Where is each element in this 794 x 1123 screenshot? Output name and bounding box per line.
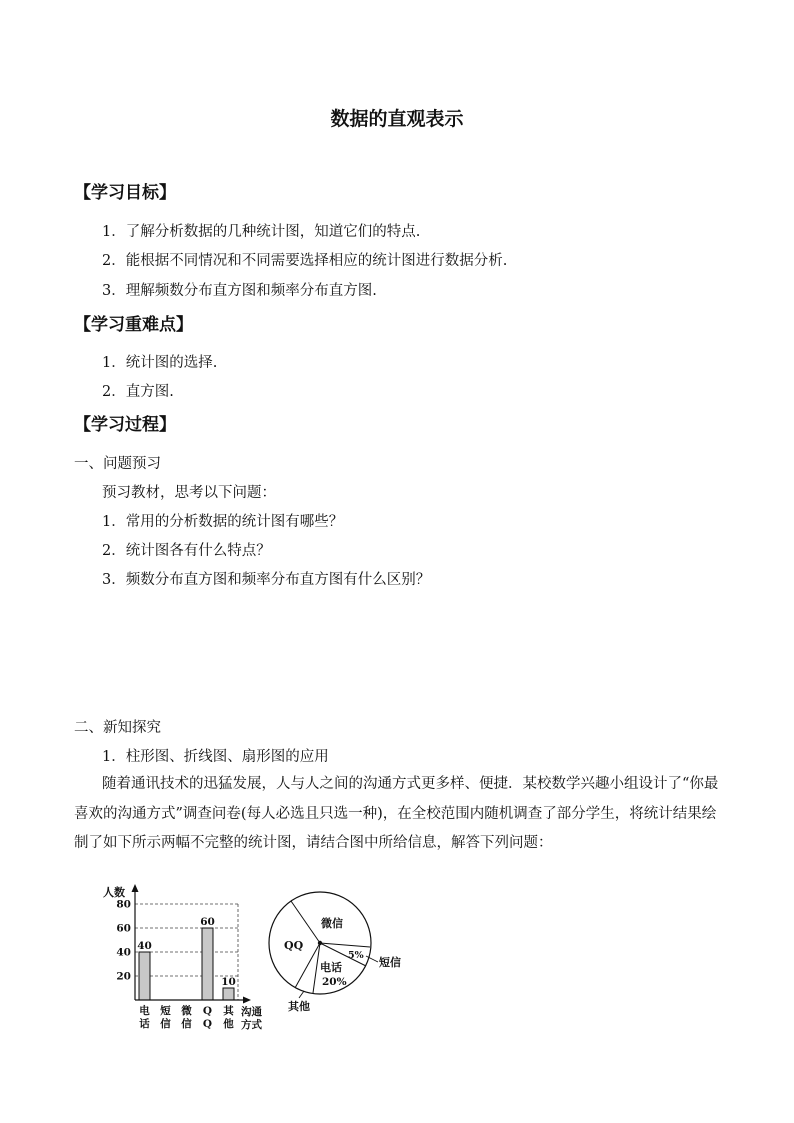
x-tick-label-4-line-1: Q — [202, 1005, 213, 1017]
y-tick-label-20: 20 — [116, 970, 131, 983]
page-title: 数据的直观表示 — [330, 108, 464, 130]
keypoint-item-1: 1．统计图的选择. — [102, 355, 218, 371]
x-tick-label-1-line-1: 电 — [139, 1005, 150, 1017]
bar-data-label-5: 10 — [221, 976, 236, 988]
pie-leader-other — [299, 991, 304, 998]
question-1: 1．常用的分析数据的统计图有哪些？ — [102, 514, 344, 530]
x-tick-label-2-line-1: 短 — [160, 1005, 171, 1017]
bar-data-label-1: 40 — [137, 940, 152, 952]
x-axis-arrow — [243, 997, 251, 1004]
goal-item-2: 2．能根据不同情况和不同需要选择相应的统计图进行数据分析. — [102, 253, 508, 269]
part1-intro: 预习教材，思考以下问题： — [102, 485, 276, 501]
x-axis-label-line-1: 沟通 — [241, 1006, 262, 1018]
pie-label-phone: 电话 — [320, 961, 342, 974]
part2-subheading: 1．柱形图、折线图、扇形图的应用 — [102, 749, 329, 765]
pie-chart — [262, 886, 412, 1016]
goal-item-1: 1．了解分析数据的几种统计图，知道它们的特点. — [102, 224, 421, 240]
pie-label-sms: 短信 — [379, 956, 401, 969]
pie-label-qq: QQ — [284, 939, 304, 952]
pie-percent-sms: 5% — [348, 950, 364, 961]
pie-label-weixin: 微信 — [321, 917, 343, 930]
y-axis-arrow — [132, 884, 139, 892]
bar-chart — [95, 880, 275, 1030]
x-tick-label-5-line-2: 他 — [223, 1018, 234, 1030]
x-tick-label-2-line-2: 信 — [160, 1018, 171, 1030]
problem-paragraph: 随着通讯技术的迅猛发展，人与人之间的沟通方式更多样、便捷．某校数学兴趣小组设计了“你最喜欢的沟通方式”调查问卷(每人必选且只选一种)，在全校范围内随机调查了部分学生，将统计结果绘制了如下所示两幅不完整的统计图，请结合图中所给信息，解答下列问题： — [74, 776, 719, 851]
question-2: 2．统计图各有什么特点？ — [102, 543, 271, 559]
bar-5 — [223, 988, 234, 1000]
process-heading: 【学习过程】 — [74, 415, 176, 435]
bar-data-label-4: 60 — [200, 916, 215, 928]
x-tick-label-3-line-2: 信 — [181, 1018, 192, 1030]
x-tick-label-3-line-1: 微 — [181, 1005, 192, 1017]
y-tick-label-40: 40 — [116, 946, 131, 959]
y-tick-label-60: 60 — [116, 922, 131, 935]
goal-item-3: 3．理解频数分布直方图和频率分布直方图. — [102, 283, 377, 299]
x-tick-label-4-line-2: Q — [202, 1018, 213, 1030]
part1-heading: 一、问题预习 — [74, 456, 161, 472]
pie-label-other: 其他 — [288, 1000, 310, 1013]
bar-4 — [202, 928, 213, 1000]
x-tick-label-1-line-2: 话 — [139, 1018, 150, 1030]
pie-percent-phone: 20% — [322, 976, 347, 988]
pie-center — [318, 941, 322, 945]
question-3: 3．频数分布直方图和频率分布直方图有什么区别？ — [102, 572, 431, 588]
keypoints-heading: 【学习重难点】 — [74, 315, 193, 335]
goals-heading: 【学习目标】 — [74, 183, 176, 203]
x-axis-label-line-2: 方式 — [241, 1019, 262, 1030]
y-axis-label: 人数 — [103, 886, 125, 899]
y-tick-label-80: 80 — [116, 898, 131, 911]
bar-1 — [139, 952, 150, 1000]
part2-heading: 二、新知探究 — [74, 720, 161, 736]
x-tick-label-5-line-1: 其 — [223, 1005, 234, 1017]
keypoint-item-2: 2．直方图. — [102, 384, 174, 400]
